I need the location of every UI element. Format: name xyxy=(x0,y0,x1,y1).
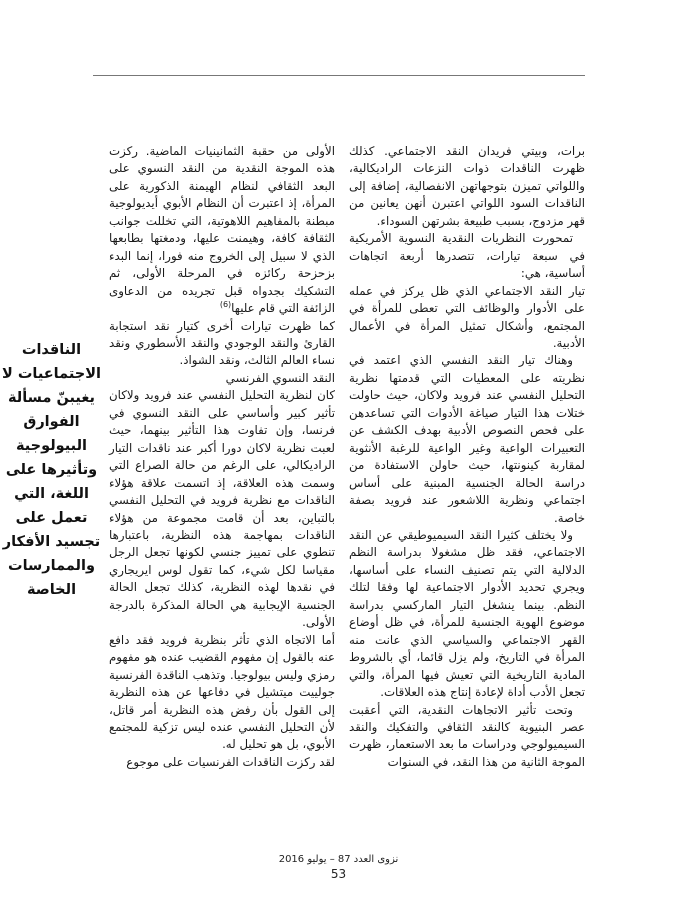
header-rule xyxy=(93,75,585,76)
pull-quote: الناقدات الاجتماعيات لا يغيبنّ مسألة الفوارق البيولوجية وتأثيرها على اللغة، التي تعمل على تجسيد الأفكار والممارسات الخاصة xyxy=(2,342,101,598)
paragraph-text: الأولى من حقبة الثمانينيات الماضية. ركزت هذه الموجة النقدية من النقد النسوي على البعد الثقافي لنظام الهيمنة الذكورية على المرأة، إذ اعتبرت أن النظام الأبوي أيديولوجية مبطنة بالمفاهيم اللاهوتية، التي تخللت جوانب الثقافة كافة، وهيمنت عليها، ودمغتها بطابعها الذي لا سبيل إلى الخروج منه فورا، إنما البدء بزحزحة ركائزه في المرحلة الأولى، ثم التشكيك بجدواه قبل تجريده من الدعاوى الزائفة التي قام عليها xyxy=(109,144,335,316)
paragraph: كما ظهرت تيارات أخرى كتيار نقد استجابة القارئ والنقد الوجودي والنقد الأسطوري ونقد نساء العالم الثالث، ونقد الشواذ. xyxy=(109,318,335,368)
paragraph: برات، وبيتي فريدان النقد الاجتماعي. كذلك ظهرت الناقدات ذوات النزعات الراديكالية، واللواتي تميزن بتوجهاتهن الانفصالية، إضافة إلى الناقدات السود اللواتي اعتبرن أنهن يعانين من قهر مزدوج، بسبب طبيعة بشرتهن السوداء. xyxy=(349,144,585,228)
paragraph: تيار النقد الاجتماعي الذي ظل يركز في عمله على الأدوار والوظائف التي تعطى للمرأة في المجتمع، وأشكال تمثيل المرأة في الأعمال الأدبية. xyxy=(349,283,585,350)
paragraph: وهناك تيار النقد النفسي الذي اعتمد في نظريته على المعطيات التي قدمتها نظرية التحليل النفسي عند فرويد ولاكان، حيث حاولت ختلات هذا التيار صياغة الأدوات التي تساعدهن على فحص النصوص الأدبية بهدف الكشف عن التعبيرات الواعية وغير الواعية للرغبة الأنثوية لمقاربة كينونتها، حيث حاولن الاستفادة من دراسة الحالة الجنسية المبنية على أساس اجتماعي ونظرية اللاشعور عند فرويد بصفة خاصة. xyxy=(349,353,585,525)
page-number: 53 xyxy=(330,867,347,881)
text-column-left xyxy=(109,143,335,771)
paragraph: ولا يختلف كثيرا النقد السيميوطيقي عن النقد الاجتماعي، فقد ظل مشغولا بدراسة النظم الدلالية التي يتم تصنيف النساء على أساسها، ويجري تحديد الأدوار الاجتماعية لها وفقا لتلك النظم. بينما ينشغل التيار الماركسي بدراسة موضوع الهوية الجنسية للمرأة، في ظل أوضاع القهر الاجتماعي والسياسي الذي عانت منه المرأة في التاريخ، ولم يزل قائما، أي بالشروط المادية التاريخية التي تعيش فيها المرأة، والتي تجعل الأدب أداة لإعادة إنتاج هذه العلاقات. xyxy=(349,527,585,700)
text-column-right xyxy=(349,143,585,771)
paragraph: أما الاتجاه الذي تأثر بنظرية فرويد فقد دافع عنه بالقول إن مفهوم القضيب عنده هو مفهوم رمزي وليس بيولوجيا. وتذهب الناقدة الفرنسية جولييت ميتشيل في دفاعها عن هذه النظرية إلى القول بأن رفض هذه النظرية أمر قاتل، لأن التحليل النفسي عنده ليس تزكية للمجتمع الأبوي، بل هو تحليل له. xyxy=(109,632,335,752)
paragraph: تمحورت النظريات النقدية النسوية الأمريكية في سبعة تيارات، تتصدرها أربعة اتجاهات أساسية، هي: xyxy=(349,231,585,281)
paragraph xyxy=(109,143,335,318)
section-heading: النقد النسوي الفرنسي xyxy=(225,370,335,385)
paragraph: وتحت تأثير الاتجاهات النقدية، التي أعقبت عصر البنيوية كالنقد الثقافي والتفكيك والنقد السيميولوجي ودراسات ما بعد الاستعمار، ظهرت الموجة الثانية من هذا النقد، في السنوات xyxy=(349,702,585,769)
paragraph: كان لنظرية التحليل النفسي عند فرويد ولاكان تأثير كبير وأساسي على النقد النسوي في فرنسا، وإن تفاوت هذا التأثير بينهما، حيث لعبت نظرية لاكان دورا أكبر عند ناقدات التيار الراديكالي، على الرغم من حالة الصراع التي وسمت هذه العلاقة، إذ اتسمت علاقة هؤلاء الناقدات مع نظرية فرويد في التحليل النفسي بالتباين، بعد أن قامت مجموعة من هؤلاء الناقدات بمهاجمة هذه النظرية، باعتبارها تنطوي على تمييز جنسي لكونها تجعل الرجل مقياسا لكل شيء، كما تقول لوس ايريجاري في نقدها لهذه النظرية، كذلك تجعل الحالة الجنسية الإيجابية هي الحالة المذكرة بالدرجة الأولى. xyxy=(109,388,335,630)
footnote-reference: (6) xyxy=(219,300,232,310)
paragraph: لقد ركزت الناقدات الفرنسيات على موجوع xyxy=(126,754,335,769)
footer-issue-info: نزوى العدد 87 – يوليو 2016 xyxy=(278,854,399,865)
